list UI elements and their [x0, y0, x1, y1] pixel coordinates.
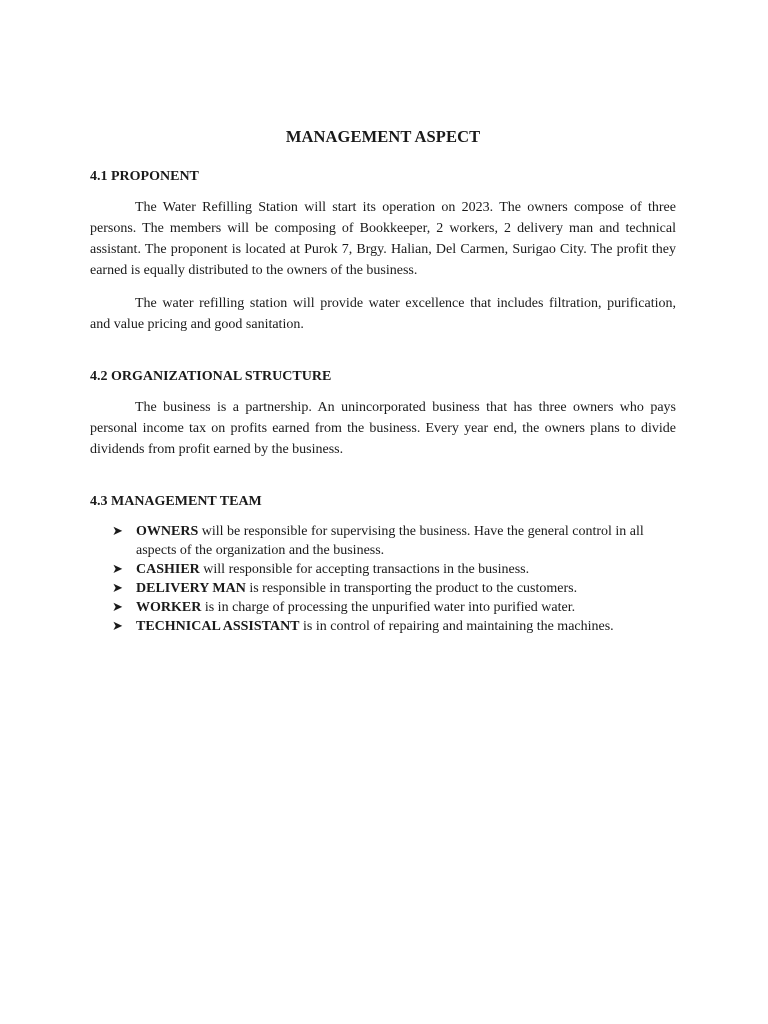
list-item-cashier — [112, 560, 671, 579]
role-description: will be responsible for supervising the business. Have the general control in all aspects of the organization and the business. — [136, 524, 644, 558]
role-name: CASHIER — [136, 562, 200, 577]
list-item-worker — [112, 598, 671, 617]
proponent-paragraph-2: The water refilling station will provide water excellence that includes filtration, purification, and value pricing and good sanitation. — [90, 296, 676, 332]
section-heading-proponent: 4.1 PROPONENT — [90, 169, 199, 184]
list-item-technical-assistant — [112, 617, 671, 636]
role-name: WORKER — [136, 600, 202, 615]
role-description: will responsible for accepting transactions in the business. — [199, 562, 530, 577]
list-item-owners — [112, 522, 671, 560]
organizational-structure-paragraph: The business is a partnership. An unincorporated business that has three owners who pays personal income tax on profits earned from the business. Every year end, the owners plans to divide dividends from profit earned by the business. — [90, 400, 676, 457]
document-title: MANAGEMENT ASPECT — [285, 127, 481, 146]
role-name: OWNERS — [136, 524, 199, 539]
role-description: is in control of repairing and maintaining the machines. — [299, 619, 614, 634]
section-spacer — [90, 347, 676, 369]
section-heading-management-team: 4.3 MANAGEMENT TEAM — [90, 494, 262, 509]
proponent-paragraph-1: The Water Refilling Station will start its operation on 2023. The owners compose of three persons. The members will be composing of Bookkeeper, 2 workers, 2 delivery man and technical assistant. The proponent is located at Purok 7, Brgy. Halian, Del Carmen, Surigao City. The profit they earned is equally distributed to the owners of the business. — [90, 200, 676, 278]
arrow-bullet-icon: ➤ — [112, 562, 123, 577]
document-content — [90, 127, 676, 636]
list-item-delivery-man — [112, 579, 671, 598]
role-description: is in charge of processing the unpurified water into purified water. — [201, 600, 576, 615]
arrow-bullet-icon: ➤ — [112, 581, 123, 596]
section-spacer — [90, 472, 676, 494]
management-team-list — [90, 522, 676, 636]
arrow-bullet-icon: ➤ — [112, 619, 123, 634]
role-name: TECHNICAL ASSISTANT — [136, 619, 300, 634]
arrow-bullet-icon: ➤ — [112, 600, 123, 615]
arrow-bullet-icon: ➤ — [112, 524, 123, 539]
role-description: is responsible in transporting the product to the customers. — [245, 581, 578, 596]
section-heading-organizational-structure: 4.2 ORGANIZATIONAL STRUCTURE — [90, 369, 332, 384]
role-name: DELIVERY MAN — [136, 581, 246, 596]
